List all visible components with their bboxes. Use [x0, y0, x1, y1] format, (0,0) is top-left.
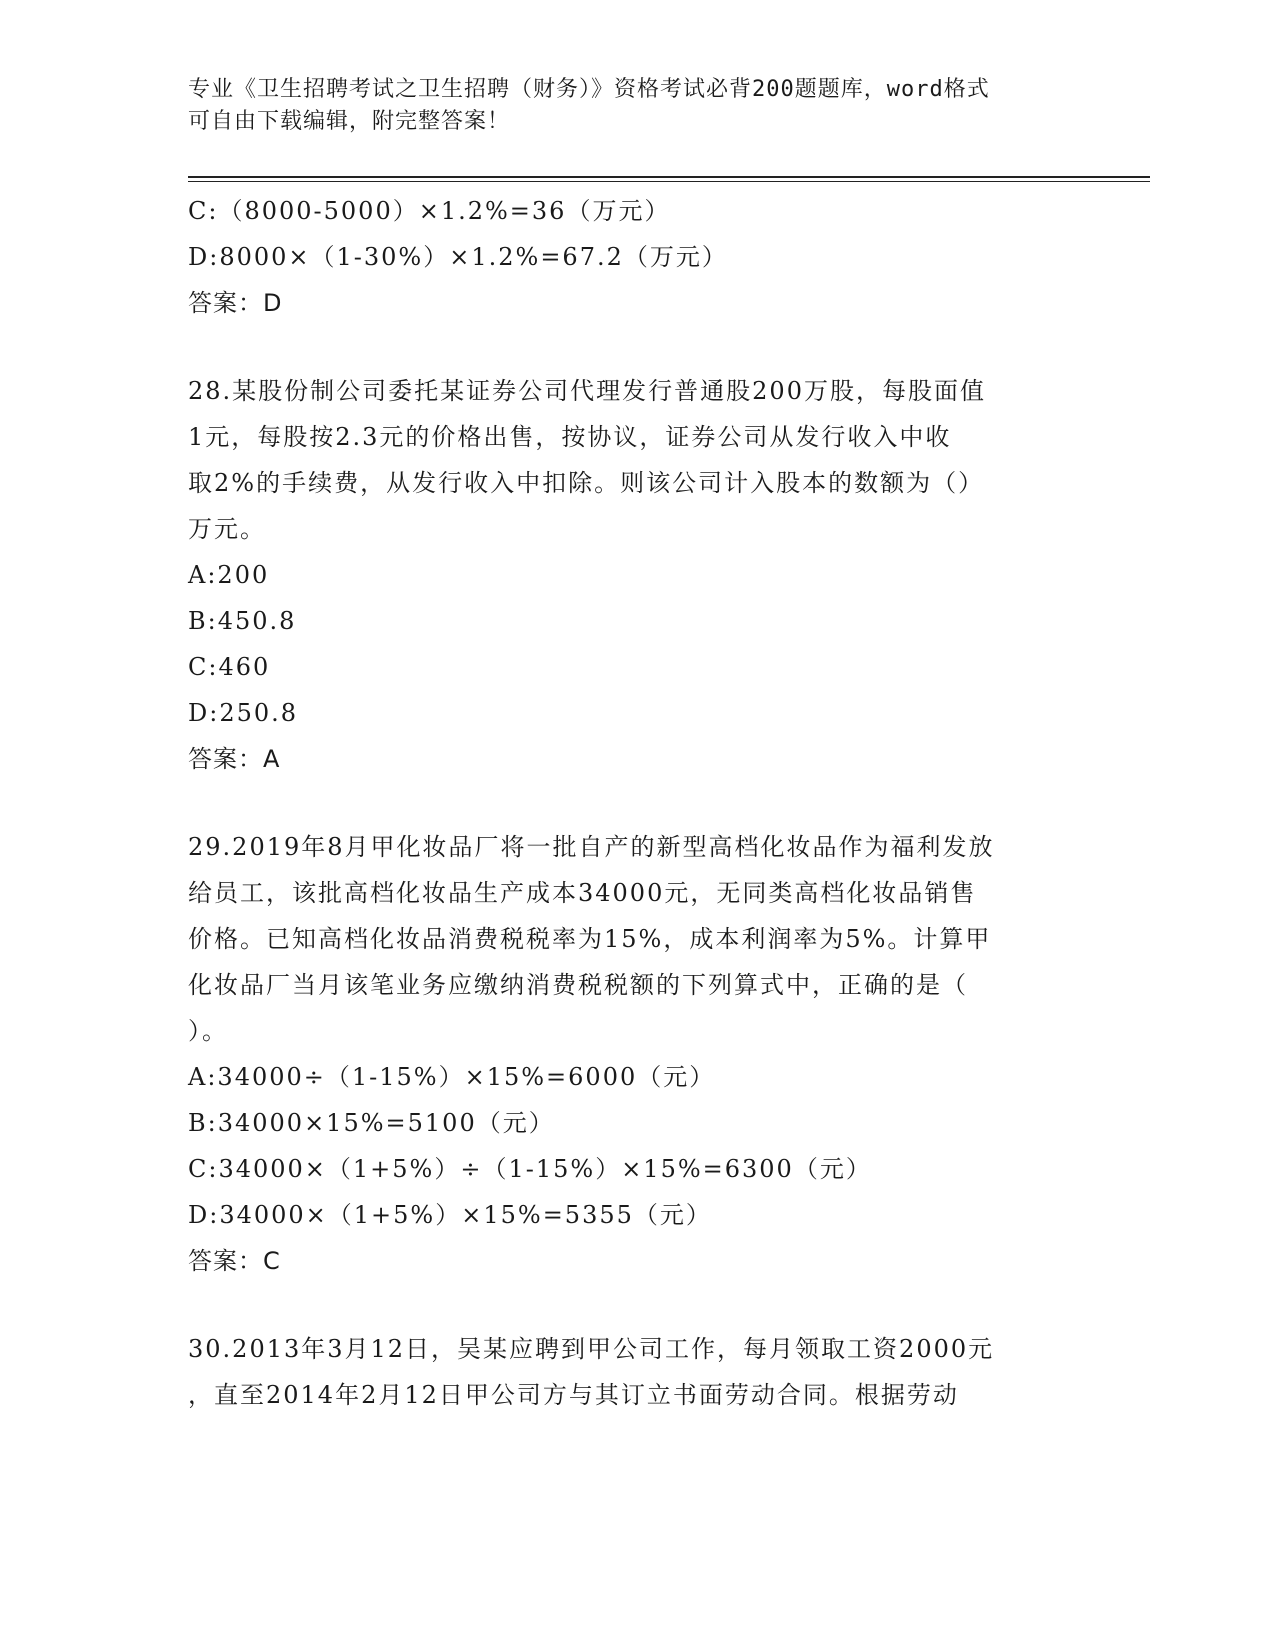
header-divider-thick — [188, 176, 1150, 178]
stem-line: 价格。已知高档化妆品消费税税率为15%，成本利润率为5%。计算甲 — [188, 925, 992, 953]
document-header — [188, 74, 1088, 138]
question-29 — [188, 824, 1088, 1284]
question-stem — [188, 824, 1088, 1054]
option-b: B:450.8 — [188, 607, 297, 635]
stem-line: 化妆品厂当月该笔业务应缴纳消费税税额的下列算式中，正确的是（ — [188, 971, 968, 999]
header-line-1: 专业《卫生招聘考试之卫生招聘（财务）》资格考试必背200题题库，word格式 — [188, 77, 990, 102]
option-c: C:34000×（1+5%）÷（1-15%）×15%=6300（元） — [188, 1155, 872, 1183]
question-30 — [188, 1326, 1088, 1418]
option-c: C:460 — [188, 653, 271, 681]
stem-line: ，直至2014年2月12日甲公司方与其订立书面劳动合同。根据劳动 — [188, 1381, 959, 1409]
spacer — [188, 782, 1088, 824]
stem-line: 30.2013年3月12日，吴某应聘到甲公司工作，每月领取工资2000元 — [188, 1335, 995, 1363]
spacer — [188, 1284, 1088, 1326]
question-stem — [188, 368, 1088, 552]
question-content — [188, 188, 1088, 1418]
stem-line: 28.某股份制公司委托某证券公司代理发行普通股200万股，每股面值 — [188, 377, 986, 405]
stem-line: 取2%的手续费，从发行收入中扣除。则该公司计入股本的数额为（） — [188, 469, 985, 497]
question-27-tail — [188, 188, 1088, 326]
answer-text: 答案：C — [188, 1247, 281, 1275]
stem-line: ）。 — [188, 1017, 228, 1045]
option-b: B:34000×15%=5100（元） — [188, 1109, 555, 1137]
option-d: D:250.8 — [188, 699, 299, 727]
question-stem — [188, 1326, 1088, 1418]
option-d: D:34000×（1+5%）×15%=5355（元） — [188, 1201, 712, 1229]
option-a: A:34000÷（1-15%）×15%=6000（元） — [188, 1063, 716, 1091]
answer-text: 答案：A — [188, 745, 281, 773]
header-divider-thin — [188, 181, 1150, 182]
stem-line: 1元，每股按2.3元的价格出售，按协议，证券公司从发行收入中收 — [188, 423, 952, 451]
answer-text: 答案：D — [188, 289, 283, 317]
header-line-2: 可自由下载编辑，附完整答案！ — [188, 109, 511, 134]
option-c: C:（8000-5000）×1.2%=36（万元） — [188, 197, 671, 225]
stem-line: 给员工，该批高档化妆品生产成本34000元，无同类高档化妆品销售 — [188, 879, 977, 907]
stem-line: 29.2019年8月甲化妆品厂将一批自产的新型高档化妆品作为福利发放 — [188, 833, 995, 861]
option-d: D:8000×（1-30%）×1.2%=67.2（万元） — [188, 243, 728, 271]
spacer — [188, 326, 1088, 368]
question-28 — [188, 368, 1088, 782]
stem-line: 万元。 — [188, 515, 266, 543]
option-a: A:200 — [188, 561, 270, 589]
